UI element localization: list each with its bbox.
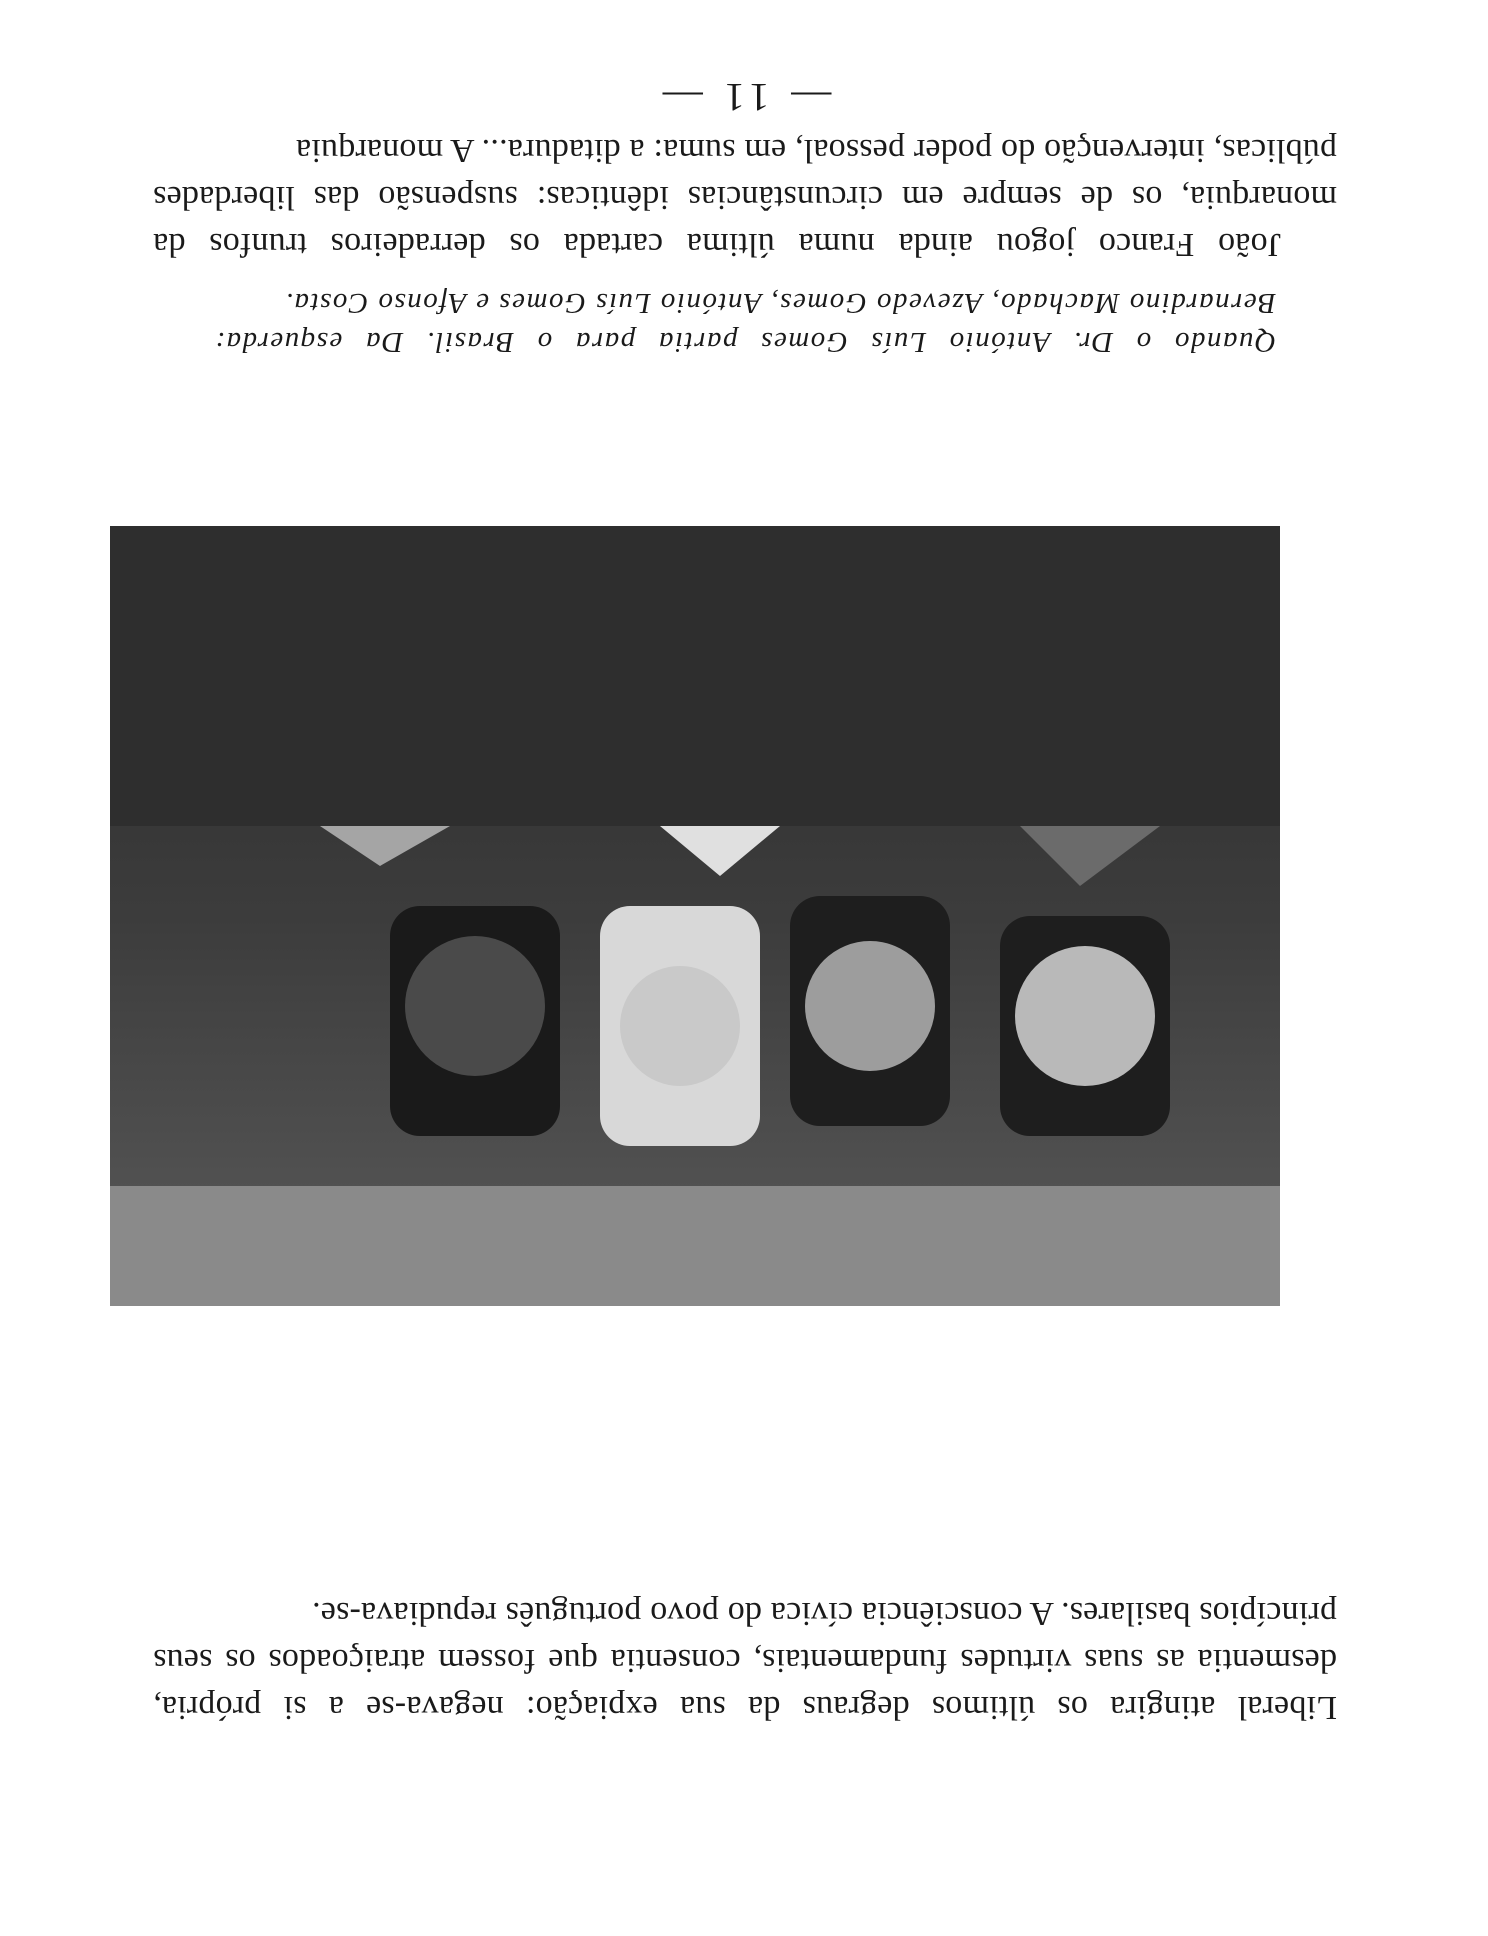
paragraph: Liberal atingira os últimos degraus da sua expiação: negava-se a si própria, desmentia as suas virtudes fundamentais, consentia que fossem atraiçoados os seus princípios basilares. A consciência cívica do povo português repudiava-se. [153,1595,1337,1726]
bottom-text-block [153,127,1337,268]
photo-illustration [110,526,1280,1306]
paragraph: João Franco jogou ainda numa última cartada os derradeiros trunfos da monarquia, os de sempre em circunstâncias idênticas: suspensão das liberdades públicas, intervenção do poder pessoal, em suma: a ditadura... A monarquia [153,132,1337,263]
group-photograph [110,526,1280,1306]
photo-caption: Quando o Dr. António Luís Gomes partia para o Brasil. Da esquerda: Bernardino Machado, Azevedo Gomes, António Luís Gomes e Afonso Costa. [214,287,1276,358]
page-number: — 11 — [656,75,832,120]
top-text-block [153,1590,1337,1731]
